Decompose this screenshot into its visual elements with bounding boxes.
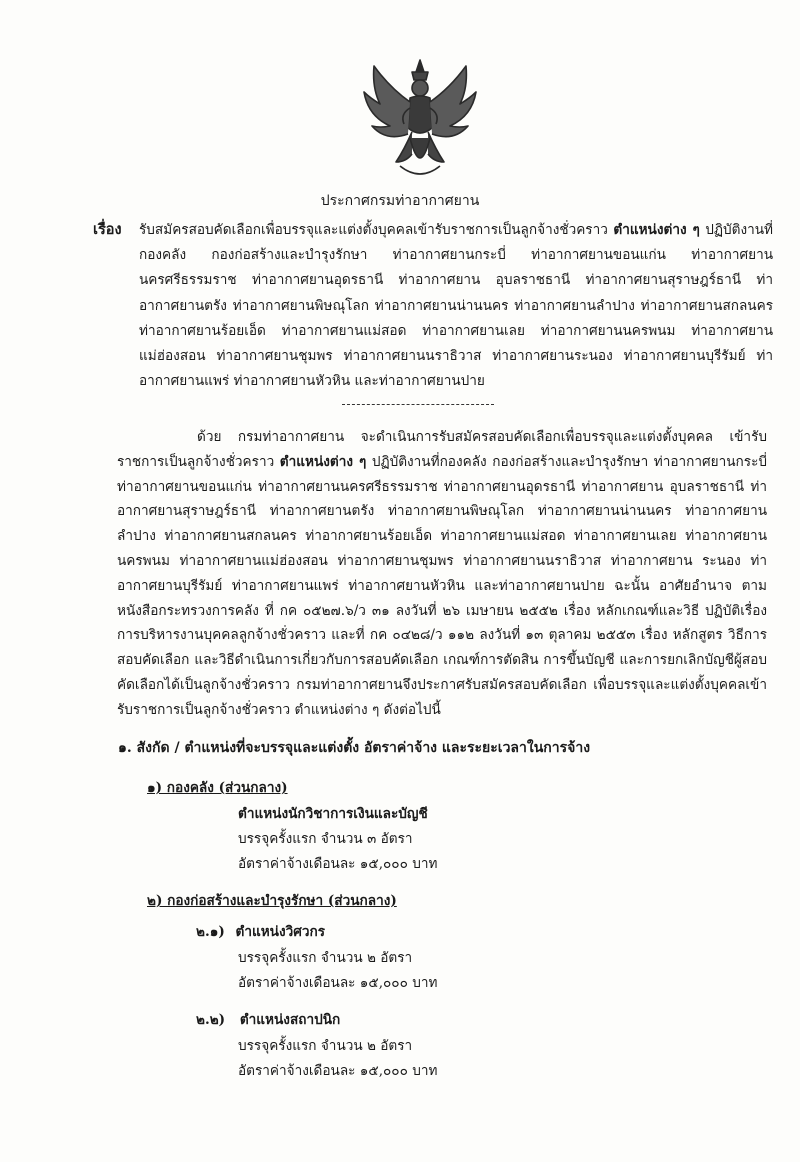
announcement-heading: ประกาศกรมท่าอากาศยาน	[320, 193, 480, 209]
unit-1-position: ตำแหน่งนักวิชาการเงินและบัญชี	[238, 806, 428, 822]
unit-1-header: ๑) กองคลัง (ส่วนกลาง)	[147, 780, 288, 796]
body-p2: ปฏิบัติงานที่กองคลัง กองก่อสร้างและบำรุงรักษา ท่าอากาศยานกระบี่ ท่าอากาศยานขอนแก่น ท่าอากาศยานนครศรีธรรมราช ท่าอากาศยานอุดรธานี ท่าอากาศยาน อุบลราชธานี ท่าอากาศยานสุราษฎร์ธานี ท่าอากาศยานตรัง ท่าอากาศยานพิษณุโลก ท่าอากาศยานน่านนคร ท่าอากาศยานลำปาง ท่าอากาศยานสกลนคร ท่าอากาศยานร้อยเอ็ด ท่าอากาศยานแม่สอด ท่าอากาศยานเลย ท่าอากาศยานนครพนม ท่าอากาศยานแม่ฮ่องสอน ท่าอากาศยานชุมพร ท่าอากาศยานนราธิวาส ท่าอากาศยาน ระนอง ท่าอากาศยานบุรีรัมย์ ท่าอากาศยานแพร่ ท่าอากาศยานหัวหิน และท่าอากาศยานปาย ฉะนั้น อาศัยอำนาจ ตามหนังสือกระทรวงการคลัง ที่ กค ๐๕๒๗.๖/ว ๓๑ ลงวันที่ ๒๖ เมษายน ๒๕๕๒ เรื่อง หลักเกณฑ์และวิธี ปฏิบัติเรื่องการบริหารงานบุคคลลูกจ้างชั่วคราว และที่ กค ๐๔๒๘/ว ๑๑๒ ลงวันที่ ๑๓ ตุลาคม ๒๕๕๓ เรื่อง หลักสูตร วิธีการสอบคัดเลือก และวิธีดำเนินการเกี่ยวกับการสอบคัดเลือก เกณฑ์การตัดสิน การขึ้นบัญชี และการยกเลิกบัญชีผู้สอบคัดเลือกได้เป็นลูกจ้างชั่วคราว กรมท่าอากาศยานจึงประกาศรับสมัครสอบคัดเลือก เพื่อบรรจุและแต่งตั้งบุคคลเข้ารับราชการเป็นลูกจ้างชั่วคราว ตำแหน่งต่าง ๆ ดังต่อไปนี้	[117, 453, 768, 718]
body-p1-bold: ตำแหน่งต่าง ๆ	[279, 453, 367, 470]
unit-2-1-num: ๒.๑)	[196, 924, 225, 940]
subject-lead: รับสมัครสอบคัดเลือกเพื่อบรรจุและแต่งตั้งบุคคลเข้ารับราชการเป็นลูกจ้างชั่วคราว	[139, 222, 608, 238]
unit-1	[147, 776, 288, 801]
unit-2-1-quota: บรรจุครั้งแรก จำนวน ๒ อัตรา	[238, 950, 413, 966]
unit-2-2-num: ๒.๒)	[196, 1012, 226, 1028]
unit-2-2-position: ตำแหน่งสถาปนิก	[239, 1012, 341, 1028]
unit-2	[147, 889, 397, 914]
divider-line	[342, 404, 494, 405]
garuda-emblem-icon	[360, 58, 480, 182]
body-p1: ด้วย กรมท่าอากาศยาน จะดำเนินการรับสมัครสอบคัดเลือกเพื่อบรรจุและแต่งตั้งบุคคล เข้ารับราชการเป็นลูกจ้างชั่วคราว	[117, 429, 767, 470]
unit-2-1-wage: อัตราค่าจ้างเดือนละ ๑๕,๐๐๐ บาท	[238, 975, 438, 991]
unit-2-1	[196, 920, 325, 945]
unit-1-quota: บรรจุครั้งแรก จำนวน ๓ อัตรา	[238, 831, 413, 847]
unit-2-2	[196, 1008, 340, 1033]
unit-2-2-wage: อัตราค่าจ้างเดือนละ ๑๕,๐๐๐ บาท	[238, 1063, 438, 1079]
unit-1-details	[238, 802, 437, 877]
subject-label: เรื่อง	[93, 221, 122, 238]
subject-text	[139, 218, 773, 394]
unit-2-2-details	[238, 1034, 437, 1084]
unit-2-1-heading	[196, 920, 325, 945]
unit-2-2-heading	[196, 1008, 340, 1033]
unit-1-wage: อัตราค่าจ้างเดือนละ ๑๕,๐๐๐ บาท	[238, 856, 438, 872]
unit-2-1-details	[238, 946, 437, 996]
unit-2-1-position: ตำแหน่งวิศวกร	[235, 924, 326, 940]
unit-2-header: ๒) กองก่อสร้างและบำรุงรักษา (ส่วนกลาง)	[147, 893, 397, 909]
subject-rest: ปฏิบัติงานที่กองคลัง กองก่อสร้างและบำรุงรักษา ท่าอากาศยานกระบี่ ท่าอากาศยานขอนแก่น ท่าอากาศยานนครศรีธรรมราช ท่าอากาศยานอุดรธานี ท่าอากาศยาน อุบลราชธานี ท่าอากาศยานสุราษฎร์ธานี ท่าอากาศยานตรัง ท่าอากาศยานพิษณุโลก ท่าอากาศยานน่านนคร ท่าอากาศยานลำปาง ท่าอากาศยานสกลนคร ท่าอากาศยานร้อยเอ็ด ท่าอากาศยานแม่สอด ท่าอากาศยานเลย ท่าอากาศยานนครพนม ท่าอากาศยานแม่ฮ่องสอน ท่าอากาศยานชุมพร ท่าอากาศยานนราธิวาส ท่าอากาศยานระนอง ท่าอากาศยานบุรีรัมย์ ท่าอากาศยานแพร่ ท่าอากาศยานหัวหิน และท่าอากาศยานปาย	[139, 222, 774, 390]
subject-lead-bold: ตำแหน่งต่าง ๆ	[613, 222, 700, 238]
section-1-title: ๑. สังกัด / ตำแหน่งที่จะบรรจุและแต่งตั้ง อัตราค่าจ้าง และระยะเวลาในการจ้าง	[118, 740, 591, 756]
unit-2-2-quota: บรรจุครั้งแรก จำนวน ๒ อัตรา	[238, 1038, 413, 1054]
body-paragraph	[117, 425, 767, 723]
